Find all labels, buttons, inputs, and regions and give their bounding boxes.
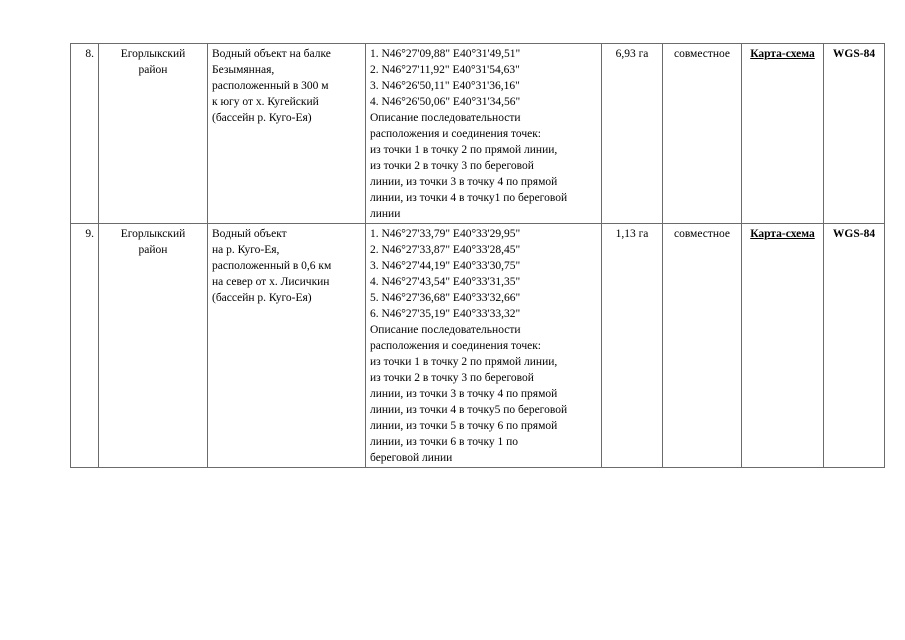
district-cell bbox=[99, 224, 208, 468]
coordinate-line: 2. N46°27'11,92" E40°31'54,63" bbox=[370, 64, 520, 76]
area-value: 6,93 га bbox=[615, 48, 649, 60]
coordinate-system-cell bbox=[824, 224, 885, 468]
use-type-cell bbox=[663, 224, 742, 468]
district-line: Егорлыкский bbox=[120, 228, 186, 240]
coordinate-line: расположения и соединения точек: bbox=[370, 128, 541, 140]
table-body bbox=[71, 44, 885, 468]
district-cell bbox=[99, 44, 208, 224]
coordinate-line: из точки 1 в точку 2 по прямой линии, bbox=[370, 356, 558, 368]
coordinate-line: из точки 1 в точку 2 по прямой линии, bbox=[370, 144, 558, 156]
coordinates-cell bbox=[366, 44, 602, 224]
coordinate-line: 5. N46°27'36,68" E40°33'32,66" bbox=[370, 292, 521, 304]
coordinate-line: линии, из точки 4 в точку5 по береговой bbox=[370, 404, 568, 416]
row-number bbox=[71, 224, 99, 468]
row-number-text: 8. bbox=[85, 48, 94, 60]
coordinate-line: 1. N46°27'09,88" E40°31'49,51" bbox=[370, 48, 521, 60]
area-value: 1,13 га bbox=[615, 228, 649, 240]
map-scheme-link[interactable]: Карта-схема bbox=[750, 48, 815, 60]
area-cell bbox=[602, 44, 663, 224]
coordinate-system-cell bbox=[824, 44, 885, 224]
table-row bbox=[71, 44, 885, 224]
coordinate-line: Описание последовательности bbox=[370, 324, 521, 336]
district-line: Егорлыкский bbox=[120, 48, 186, 60]
coordinate-line: береговой линии bbox=[370, 452, 453, 464]
map-scheme-link[interactable]: Карта-схема bbox=[750, 228, 815, 240]
coordinate-line: линии, из точки 3 в точку 4 по прямой bbox=[370, 388, 558, 400]
object-description-cell bbox=[208, 44, 366, 224]
coordinate-line: линии, из точки 5 в точку 6 по прямой bbox=[370, 420, 558, 432]
coordinate-line: линии, из точки 6 в точку 1 по bbox=[370, 436, 519, 448]
coordinate-line: 3. N46°27'44,19" E40°33'30,75" bbox=[370, 260, 521, 272]
use-type-cell bbox=[663, 44, 742, 224]
object-description-cell bbox=[208, 224, 366, 468]
coordinate-line: из точки 2 в точку 3 по береговой bbox=[370, 160, 534, 172]
object-line: к югу от х. Кугейский bbox=[212, 96, 319, 108]
row-number bbox=[71, 44, 99, 224]
coordinate-system-value: WGS-84 bbox=[832, 228, 876, 240]
use-type-value: совместное bbox=[673, 48, 731, 60]
map-cell bbox=[742, 224, 824, 468]
object-line: (бассейн р. Куго-Ея) bbox=[212, 292, 312, 304]
object-line: Безымянная, bbox=[212, 64, 275, 76]
coordinate-line: линии, из точки 4 в точку1 по береговой bbox=[370, 192, 568, 204]
coordinate-line: 4. N46°27'43,54" E40°33'31,35" bbox=[370, 276, 521, 288]
coordinate-line: из точки 2 в точку 3 по береговой bbox=[370, 372, 534, 384]
object-line: на север от х. Лисичкин bbox=[212, 276, 330, 288]
object-line: (бассейн р. Куго-Ея) bbox=[212, 112, 312, 124]
coordinate-line: Описание последовательности bbox=[370, 112, 521, 124]
object-line: Водный объект bbox=[212, 228, 287, 240]
coordinate-line: 6. N46°27'35,19" E40°33'33,32" bbox=[370, 308, 521, 320]
coordinate-line: 4. N46°26'50,06" E40°31'34,56" bbox=[370, 96, 521, 108]
table-row bbox=[71, 224, 885, 468]
row-number-text: 9. bbox=[85, 228, 94, 240]
object-line: расположенный в 0,6 км bbox=[212, 260, 332, 272]
object-line: Водный объект на балке bbox=[212, 48, 331, 60]
district-line: район bbox=[138, 244, 168, 256]
water-objects-table bbox=[70, 43, 885, 468]
area-cell bbox=[602, 224, 663, 468]
coordinate-line: 3. N46°26'50,11" E40°31'36,16" bbox=[370, 80, 520, 92]
object-line: расположенный в 300 м bbox=[212, 80, 329, 92]
coordinate-line: 1. N46°27'33,79" E40°33'29,95" bbox=[370, 228, 521, 240]
coordinate-line: расположения и соединения точек: bbox=[370, 340, 541, 352]
coordinate-line: 2. N46°27'33,87" E40°33'28,45" bbox=[370, 244, 521, 256]
object-line: на р. Куго-Ея, bbox=[212, 244, 280, 256]
coordinate-line: линии bbox=[370, 208, 401, 220]
coordinate-system-value: WGS-84 bbox=[832, 48, 876, 60]
use-type-value: совместное bbox=[673, 228, 731, 240]
coordinate-line: линии, из точки 3 в точку 4 по прямой bbox=[370, 176, 558, 188]
map-cell bbox=[742, 44, 824, 224]
district-line: район bbox=[138, 64, 168, 76]
coordinates-cell bbox=[366, 224, 602, 468]
